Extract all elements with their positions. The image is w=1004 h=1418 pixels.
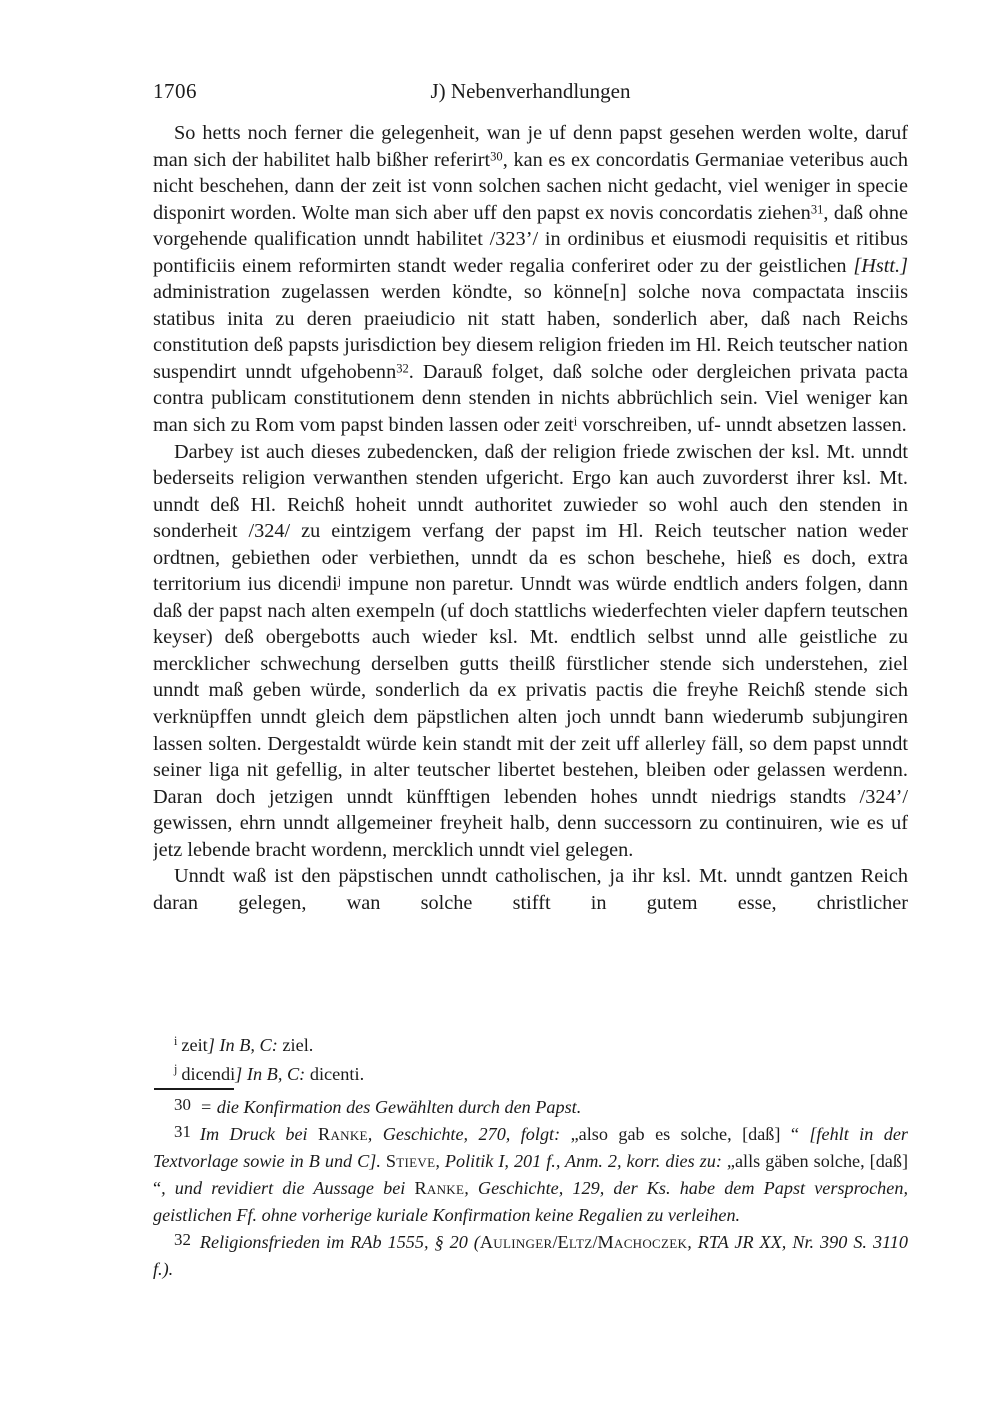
- running-head: J) Nebenverhandlungen: [430, 79, 631, 103]
- apparatus-note: [153, 1060, 908, 1089]
- footnote: [153, 1094, 908, 1121]
- apparatus-text: zeit] In B, C: ziel.: [181, 1035, 314, 1055]
- page-number: 1706: [153, 79, 197, 103]
- apparatus-notes: [153, 1031, 908, 1088]
- apparatus-mark: j: [174, 1062, 178, 1077]
- paragraph: Darbey ist auch dieses zubedencken, daß der religion friede zwischen der ksl. Mt. unndt bederseits religion verwanthen stenden ufgericht. Ergo kan auch zuvorderst ihrer ksl. Mt. unndt deß Hl. Reichß hoheit unndt authoritet zuwieder so wohl auch den stenden in sonderheit /324/ zu eintzigem verfang der papst im Hl. Reich teutscher nation weder ordtnen, gebiethen oder verbiethen, unndt da es schon beschehe, hieß es doch, extra territorium ius dicendi$^j$ impune non paretur. Unndt was würde endtlich anders folgen, dann daß der papst nach alten exempeln (uf doch stattlichs wiederfechten vieler dapfern teutschen keyser) deß obergebotts auch wieder ksl. Mt. endtlich selbst unnd alle geistliche zu mercklicher schwechung derselben gutts theilß fürstlicher stende sich understehen, ziel unndt maß geben würde, sonderlich da ex privatis pactis die freyhe Reichß stende sich verknüpffen unndt gleich dem päpstlichen alten joch unndt bann wiederumb subjungiren lassen solten. Dergestaldt würde kein standt mit der zeit uff allerley fäll, so dem papst unndt seiner liga nit gefellig, in alter teutscher libertet bestehen, bleiben oder gelassen werdenn. Daran doch jetzigen unndt künfftigen lebenden hohes unndt niedrigs standts /324’/ gewissen, ehrn unndt allgemeiner freyheit halb, denn successorn zu continuiren, wie es uf jetz lebende bracht wordenn, mercklich unndt viel gelegen.: [153, 440, 908, 861]
- footnote: [153, 1229, 908, 1283]
- paragraph: So hetts noch ferner die gelegenheit, wan je uf denn papst gesehen werden wolte, daruf man sich der habilitet halb bißher referirt$^{30}$, kan es ex concordatis Germaniae veteribus auch nicht beschehen, dann der zeit ist vonn solchen sachen nicht gedacht, viel weniger in specie disponirt worden. Wolte man sich aber uff den papst ex novis concordatis ziehen$^{31}$, daß ohne vorgehende qualification unndt habilitet /323’/ in ordinibus et eiusmodi requisitis et ritibus pontificiis einem reformirten standt weder regalia conferiret oder zu der geistlichen [Hstt.] administration zugelassen werden köndte, so könne[n] solche nova compactata insciis statibus inita zu deren praeiudicio nit statt haben, sonderlich aber, daß nach Reichs constitution deß papsts jurisdiction bey diesem religion frieden im Hl. Reich teutscher nation suspendirt unndt ufgehobenn$^{32}$. Darauß folget, daß solche oder dergleichen privata pacta contra publicam constitutionem denn stenden in nichts abbrüchlich sein. Viel weniger kan man sich zu Rom vom papst binden lassen oder zeit$^i$ vorschreiben, uf- unndt absetzen lassen.: [153, 122, 908, 437]
- footnote-text: Religionsfrieden im RAb 1555, § 20 (Aulinger/Eltz/Machoczek, RTA JR XX, Nr. 390 S. 3110 f.).: [153, 1232, 908, 1279]
- apparatus-text: dicendi] In B, C: dicenti.: [181, 1063, 365, 1084]
- footnote-text: Im Druck bei Ranke, Geschichte, 270, folgt: „also gab es solche, [daß] “ [fehlt in der Textvorlage sowie in B und C]. Stieve, Politik I, 201 f., Anm. 2, korr. dies zu: „alls gäben solche, [daß] “, und revidiert die Aussage bei Ranke, Geschichte, 129, der Ks. habe dem Papst versprochen, geistlichen Ff. ohne vorherige kuriale Konfirmation keine Regalien zu verleihen.: [153, 1124, 909, 1225]
- footnote-number: 32: [174, 1230, 191, 1249]
- body-text: [153, 120, 908, 1032]
- footnote-number: 31: [174, 1122, 191, 1141]
- apparatus-mark: i: [174, 1033, 178, 1048]
- apparatus-note: [153, 1031, 908, 1060]
- footnotes: [153, 1094, 908, 1283]
- footnote: [153, 1121, 908, 1229]
- paragraph: Unndt waß ist den päpstischen unndt catholischen, ja ihr ksl. Mt. unndt gantzen Reich daran gelegen, wan solche stifft in gutem esse, christlicher: [153, 865, 908, 914]
- footnote-text: = die Konfirmation des Gewählten durch den Papst.: [199, 1097, 582, 1117]
- footnote-separator: [154, 1088, 234, 1090]
- footnote-number: 30: [174, 1095, 191, 1114]
- page-header: [153, 79, 908, 107]
